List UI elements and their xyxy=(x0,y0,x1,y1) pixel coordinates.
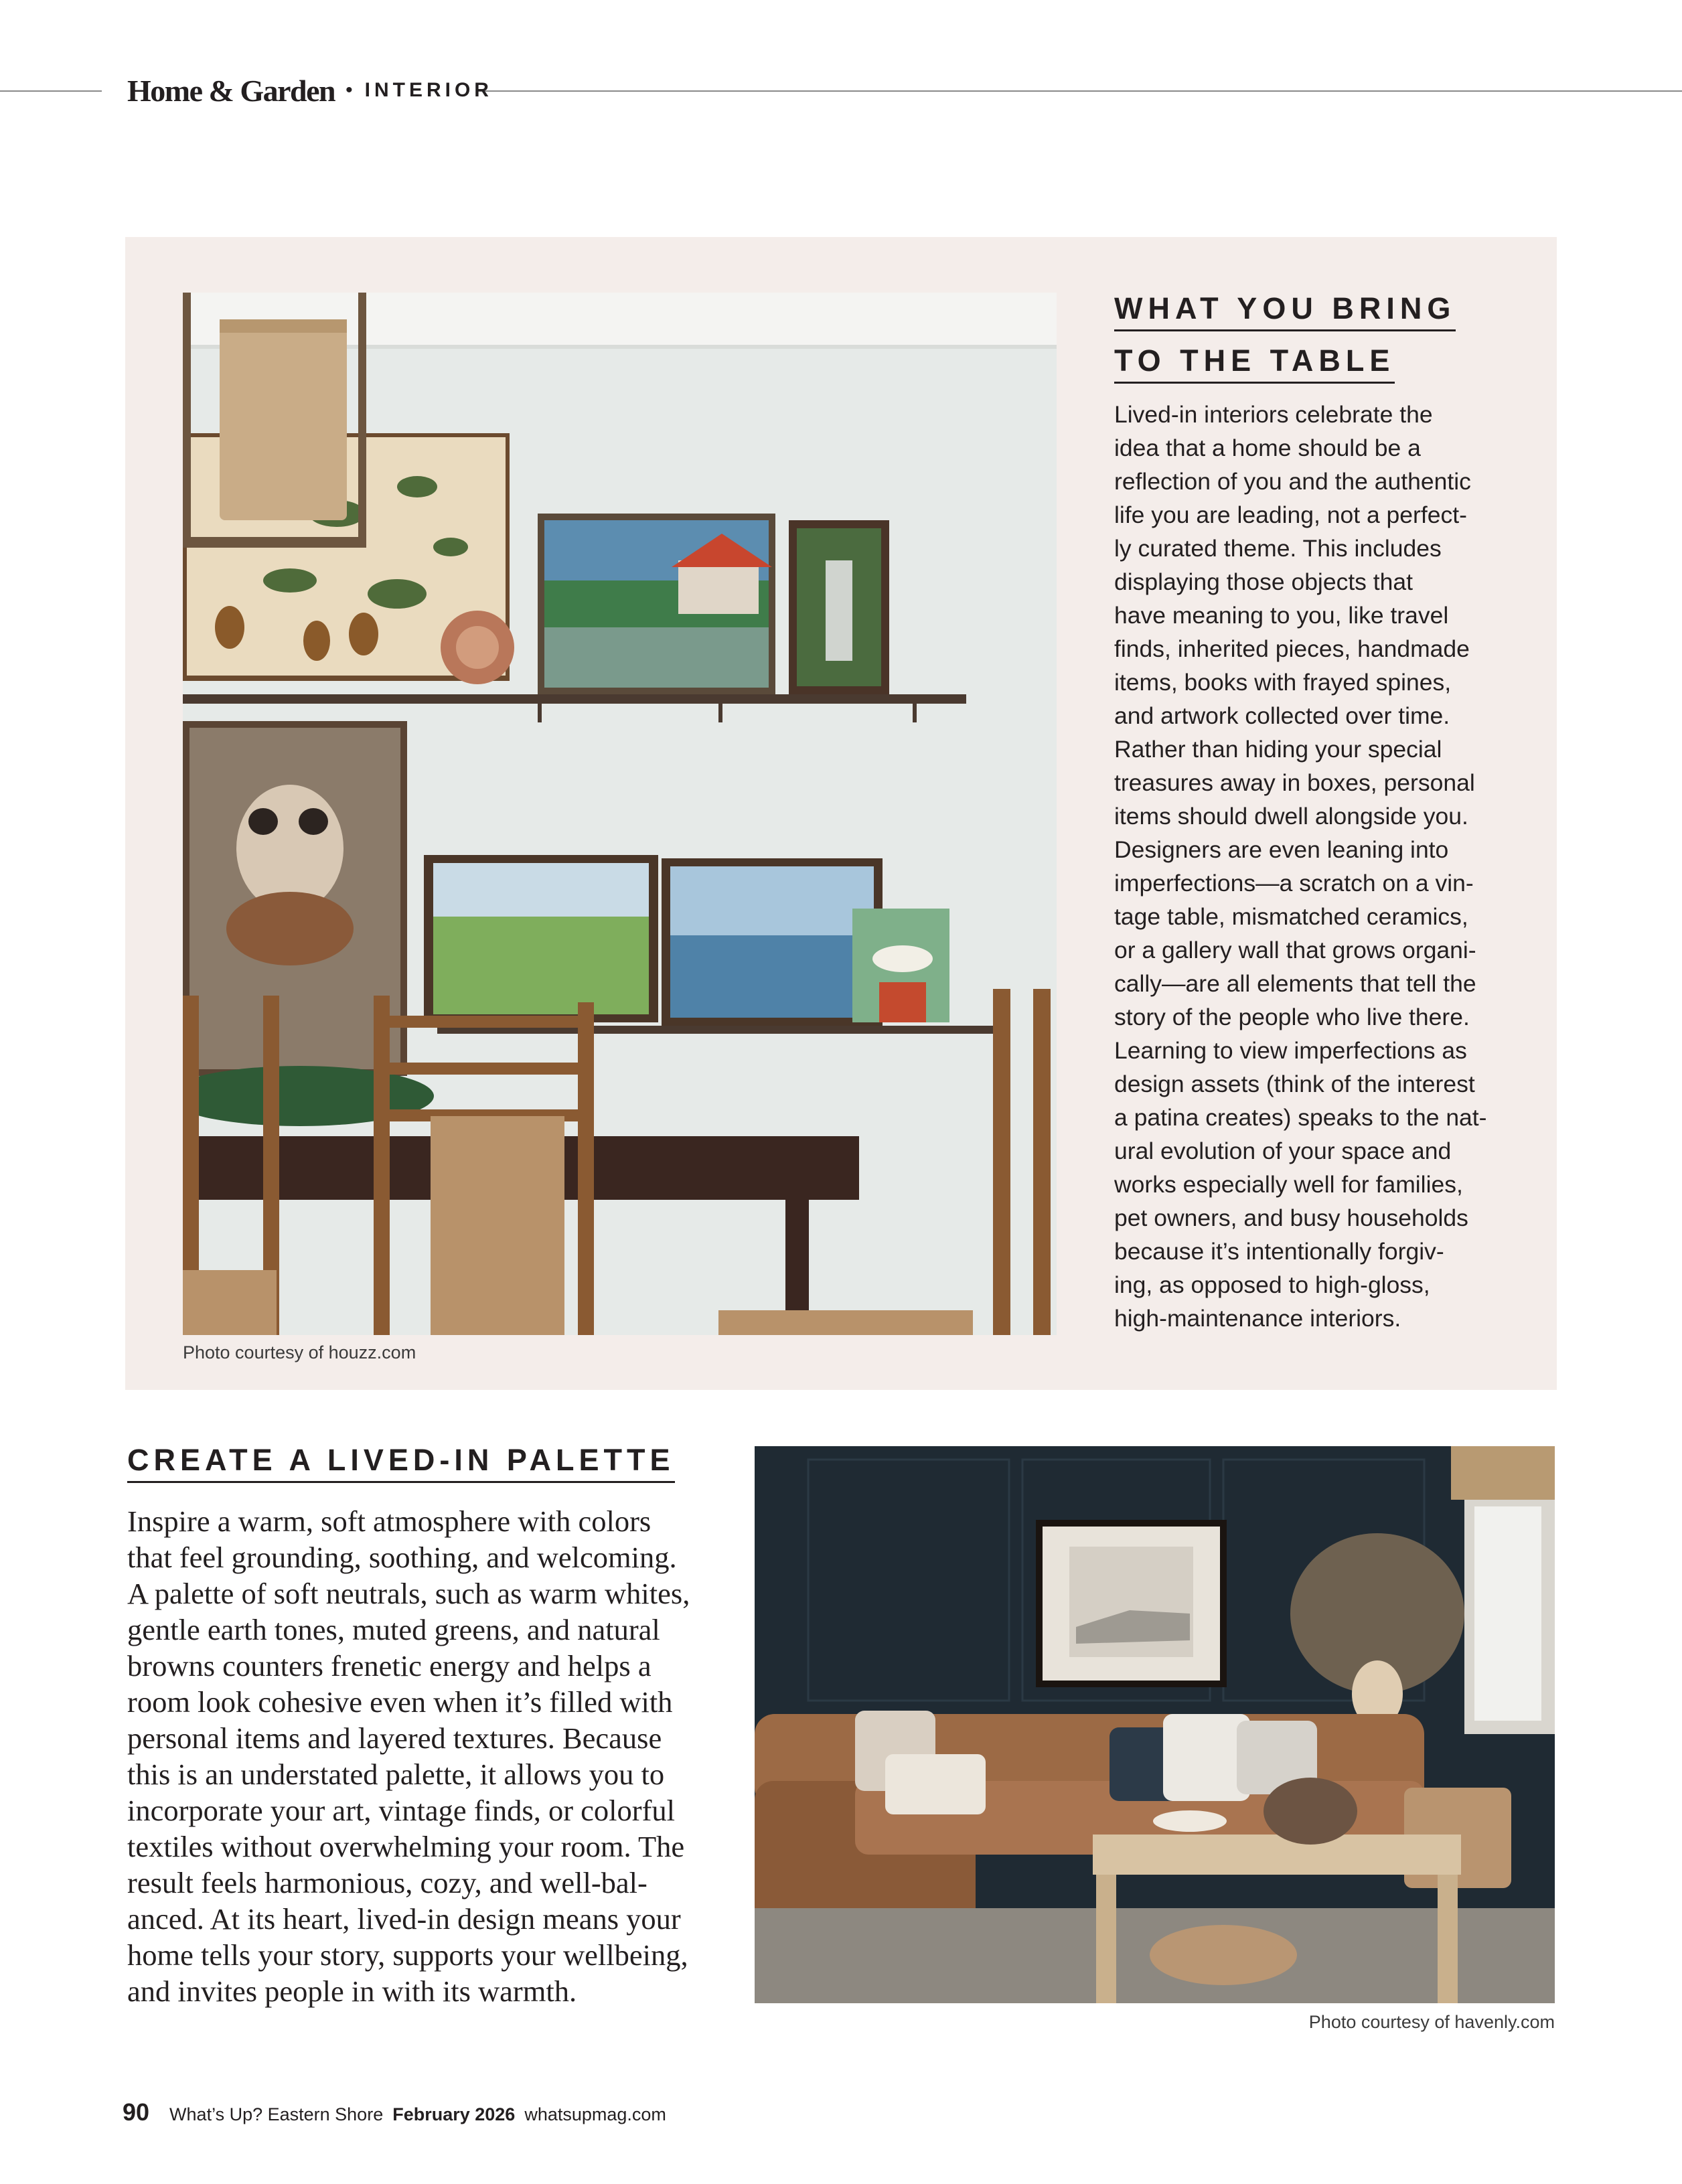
body-line: incorporate your art, vintage finds, or colorful xyxy=(127,1794,676,1827)
body-line: or a gallery wall that grows organi- xyxy=(1114,937,1476,963)
body-line: items should dwell alongside you. xyxy=(1114,803,1468,830)
header-rule-right xyxy=(477,90,1682,92)
page-header xyxy=(127,67,493,114)
body-line: Lived-in interiors celebrate the xyxy=(1114,401,1433,428)
body-line: design assets (think of the interest xyxy=(1114,1071,1475,1097)
body-line: A palette of soft neutrals, such as warm whites, xyxy=(127,1577,690,1610)
page-number: 90 xyxy=(123,2098,150,2126)
photo-credit-havenly: Photo courtesy of havenly.com xyxy=(1308,2012,1555,2032)
dining-room-photo xyxy=(183,293,1057,1335)
body-line: anced. At its heart, lived-in design means your xyxy=(127,1902,681,1936)
body-line: finds, inherited pieces, handmade xyxy=(1114,635,1470,662)
body-line: ing, as opposed to high-gloss, xyxy=(1114,1271,1430,1298)
body-line: result feels harmonious, cozy, and well-bal- xyxy=(127,1866,647,1899)
body-line: Inspire a warm, soft atmosphere with colors xyxy=(127,1504,652,1538)
page-footer xyxy=(123,2098,666,2126)
body-line: and artwork collected over time. xyxy=(1114,702,1450,729)
body-line: works especially well for families, xyxy=(1114,1171,1463,1198)
main-body xyxy=(127,1503,730,2009)
body-line: a patina creates) speaks to the nat- xyxy=(1114,1104,1487,1131)
body-line: that feel grounding, soothing, and welcoming. xyxy=(127,1541,677,1574)
photo-credit-houzz: Photo courtesy of houzz.com xyxy=(183,1342,416,1362)
website-url: whatsupmag.com xyxy=(524,2104,666,2124)
body-line: gentle earth tones, muted greens, and natural xyxy=(127,1613,660,1646)
body-line: items, books with frayed spines, xyxy=(1114,669,1452,696)
body-line: personal items and layered textures. Because xyxy=(127,1721,662,1755)
publication-name: What’s Up? Eastern Shore xyxy=(169,2104,384,2124)
body-line: tage table, mismatched ceramics, xyxy=(1114,903,1468,930)
body-line: have meaning to you, like travel xyxy=(1114,602,1449,629)
body-line: story of the people who live there. xyxy=(1114,1004,1470,1030)
body-line: cally—are all elements that tell the xyxy=(1114,970,1476,997)
body-line: because it’s intentionally forgiv- xyxy=(1114,1238,1444,1265)
body-line: textiles without overwhelming your room. The xyxy=(127,1830,685,1863)
header-separator: • xyxy=(346,79,353,101)
body-line: ural evolution of your space and xyxy=(1114,1138,1452,1164)
body-line: idea that a home should be a xyxy=(1114,435,1421,461)
issue-date: February 2026 xyxy=(392,2104,516,2124)
main-heading xyxy=(127,1439,675,1483)
body-line: room look cohesive even when it’s filled with xyxy=(127,1685,673,1719)
body-line: and invites people in with its warmth. xyxy=(127,1974,577,2008)
sidebar-heading xyxy=(1114,285,1456,389)
body-line: Rather than hiding your special xyxy=(1114,736,1442,763)
body-line: this is an understated palette, it allows you to xyxy=(127,1758,665,1791)
body-line: displaying those objects that xyxy=(1114,568,1413,595)
sidebar-body xyxy=(1114,398,1516,1335)
body-line: ly curated theme. This includes xyxy=(1114,535,1442,562)
sidebar-heading-line: WHAT YOU BRING xyxy=(1114,288,1456,331)
body-line: Designers are even leaning into xyxy=(1114,836,1449,863)
body-line: imperfections—a scratch on a vin- xyxy=(1114,870,1474,896)
header-rule-left xyxy=(0,90,102,92)
brand-name: Home & Garden xyxy=(127,73,335,108)
body-line: reflection of you and the authentic xyxy=(1114,468,1471,495)
body-line: browns counters frenetic energy and helps a xyxy=(127,1649,652,1683)
body-line: Learning to view imperfections as xyxy=(1114,1037,1467,1064)
body-line: life you are leading, not a perfect- xyxy=(1114,501,1467,528)
body-line: pet owners, and busy households xyxy=(1114,1204,1468,1231)
sidebar-heading-line: TO THE TABLE xyxy=(1114,340,1395,384)
living-room-photo xyxy=(755,1446,1555,2003)
section-label: INTERIOR xyxy=(364,79,493,101)
body-line: high-maintenance interiors. xyxy=(1114,1305,1401,1332)
body-line: treasures away in boxes, personal xyxy=(1114,769,1475,796)
body-line: home tells your story, supports your wellbeing, xyxy=(127,1938,688,1972)
main-heading-text: CREATE A LIVED-IN PALETTE xyxy=(127,1439,675,1483)
